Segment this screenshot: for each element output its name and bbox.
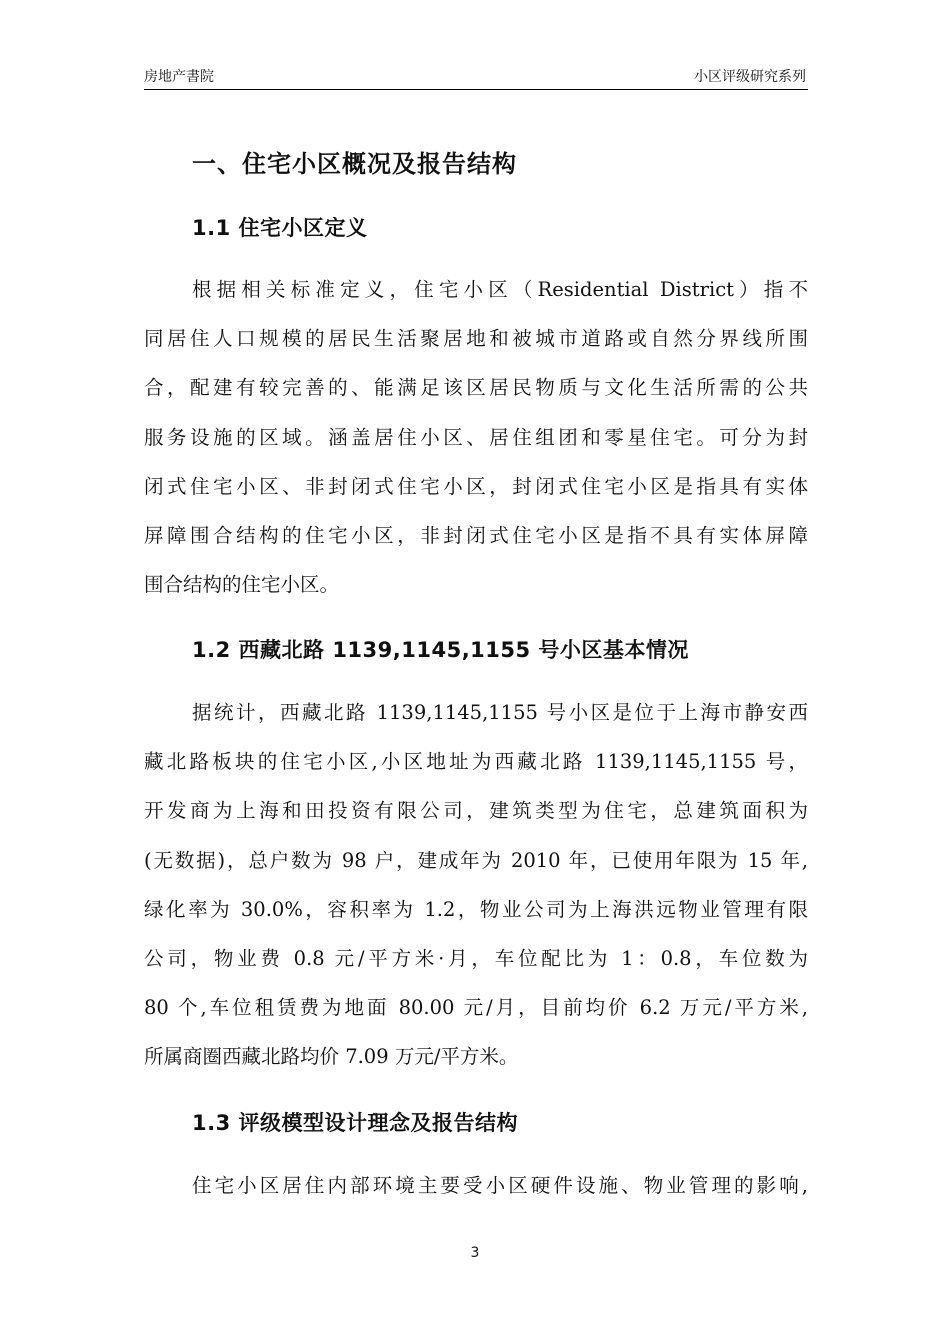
page-number: 3 [470, 1245, 480, 1261]
paragraph-line: 所属商圈西藏北路均价 7.09 万元/平方米。 [144, 1045, 519, 1069]
paragraph-line: 开发商为上海和田投资有限公司，建筑类型为住宅，总建筑面积为 [144, 799, 808, 823]
paragraph-line: 闭式住宅小区、非封闭式住宅小区，封闭式住宅小区是指具有实体 [144, 474, 808, 498]
paragraph-rating-model [144, 1161, 808, 1210]
section-title: 一、住宅小区概况及报告结构 [192, 150, 517, 178]
header-series-title: 小区评级研究系列 [694, 69, 806, 85]
paragraph-line: 围合结构的住宅小区。 [144, 573, 340, 597]
paragraph-line: 合，配建有较完善的、能满足该区居民物质与文化生活所需的公共 [144, 376, 808, 400]
paragraph-line: 公司，物业费 0.8 元/平方米·月，车位配比为 1：0.8，车位数为 [144, 946, 808, 970]
header-divider [144, 89, 808, 90]
page-header [144, 64, 806, 88]
paragraph-line: 绿化率为 30.0%，容积率为 1.2，物业公司为上海洪远物业管理有限 [144, 897, 808, 921]
subsection-title-1-2: 1.2 西藏北路 1139,1145,1155 号小区基本情况 [192, 638, 689, 662]
paragraph-line: 藏北路板块的住宅小区,小区地址为西藏北路 1139,1145,1155 号， [144, 750, 808, 774]
header-publisher: 房地产書院 [144, 69, 214, 85]
paragraph-line: 住宅小区居住内部环境主要受小区硬件设施、物业管理的影响, [192, 1174, 808, 1197]
paragraph-line: 据统计，西藏北路 1139,1145,1155 号小区是位于上海市静安西 [192, 701, 808, 724]
paragraph-line: (无数据)，总户数为 98 户，建成年为 2010 年，已使用年限为 15 年, [144, 848, 808, 872]
paragraph-definition [144, 265, 808, 609]
subsection-title-1-3: 1.3 评级模型设计理念及报告结构 [192, 1111, 519, 1135]
subsection-title-1-1: 1.1 住宅小区定义 [192, 216, 368, 240]
paragraph-line: 根据相关标准定义，住宅小区（Residential District）指不 [192, 278, 808, 301]
paragraph-line: 同居住人口规模的居民生活聚居地和被城市道路或自然分界线所围 [144, 327, 808, 351]
paragraph-line: 80 个,车位租赁费为地面 80.00 元/月，目前均价 6.2 万元/平方米, [144, 996, 808, 1020]
paragraph-basic-info [144, 688, 808, 1082]
paragraph-line: 服务设施的区域。涵盖居住小区、居住组团和零星住宅。可分为封 [144, 425, 808, 449]
paragraph-line: 屏障围合结构的住宅小区，非封闭式住宅小区是指不具有实体屏障 [144, 523, 808, 547]
